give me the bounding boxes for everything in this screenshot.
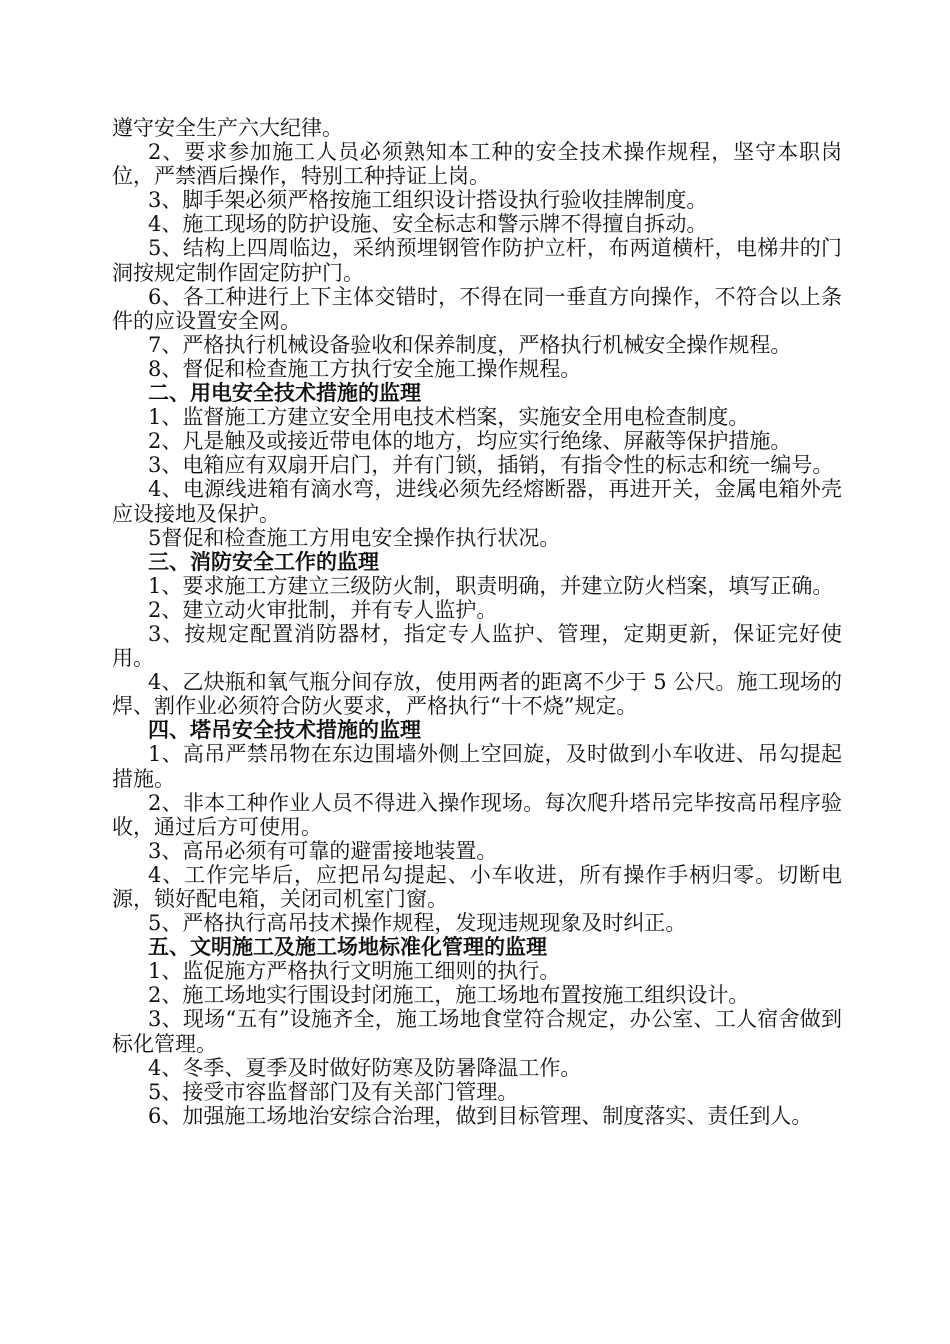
paragraph: 1、监促施方严格执行文明施工细则的执行。 [148, 959, 561, 984]
paragraph: 5、结构上四周临边，采纳预埋钢管作防护立杆，布两道横杆，电梯井的门洞按规定制作固定防护门。 [112, 236, 842, 285]
section-heading: 五、文明施工及施工场地标准化管理的监理 [148, 935, 547, 960]
paragraph: 3、按规定配置消防器材，指定专人监护、管理，定期更新，保证完好使用。 [112, 621, 842, 671]
paragraph: 3、电箱应有双扇开启门，并有门锁，插销，有指令性的标志和统一编号。 [148, 453, 834, 478]
paragraph: 1、要求施工方建立三级防火制，职责明确，并建立防火档案，填写正确。 [148, 573, 834, 598]
paragraph: 5、接受市容监督部门及有关部门管理。 [148, 1079, 519, 1104]
paragraph: 遵守安全生产六大纪律。 [112, 116, 343, 140]
paragraph: 8、督促和检查施工方执行安全施工操作规程。 [148, 356, 582, 381]
section-heading: 三、消防安全工作的监理 [148, 549, 379, 574]
paragraph: 6、加强施工场地治安综合治理，做到目标管理、制度落实、责任到人。 [148, 1103, 813, 1128]
paragraph: 4、工作完毕后，应把吊勾提起、小车收进，所有操作手柄归零。切断电源，锁好配电箱，关闭司机室门窗。 [112, 862, 842, 911]
paragraph: 2、施工场地实行围设封闭施工，施工场地布置按施工组织设计。 [148, 983, 750, 1008]
paragraph: 3、现场“五有”设施齐全，施工场地食堂符合规定，办公室、工人宿舍做到标化管理。 [112, 1007, 842, 1056]
paragraph: 4、施工现场的防护设施、安全标志和警示牌不得擅自拆动。 [148, 212, 708, 237]
paragraph: 2、建立动火审批制，并有专人监护。 [148, 597, 498, 622]
paragraph: 7、严格执行机械设备验收和保养制度，严格执行机械安全操作规程。 [148, 332, 792, 357]
section-heading: 二、用电安全技术措施的监理 [148, 381, 421, 406]
paragraph: 2、要求参加施工人员必须熟知本工种的安全技术操作规程，坚守本职岗位，严禁酒后操作，特别工种持证上岗。 [112, 140, 842, 189]
paragraph: 1、高吊严禁吊物在东边围墙外侧上空回旋，及时做到小车收进、吊勾提起措施。 [112, 742, 842, 791]
section-heading: 四、塔吊安全技术措施的监理 [148, 718, 421, 743]
document-body [112, 116, 842, 1128]
paragraph: 5、严格执行高吊技术操作规程，发现违规现象及时纠正。 [148, 911, 687, 936]
paragraph: 4、冬季、夏季及时做好防寒及防暑降温工作。 [148, 1055, 582, 1080]
paragraph: 5督促和检查施工方用电安全操作执行状况。 [148, 525, 561, 550]
paragraph: 2、非本工种作业人员不得进入操作现场。每次爬升塔吊完毕按高吊程序验收，通过后方可使用。 [112, 790, 842, 839]
paragraph: 4、电源线进箱有滴水弯，进线必须先经熔断器，再进开关，金属电箱外壳应设接地及保护。 [112, 477, 842, 526]
paragraph: 6、各工种进行上下主体交错时，不得在同一垂直方向操作，不符合以上条件的应设置安全网。 [112, 284, 842, 333]
paragraph: 2、凡是触及或接近带电体的地方，均应实行绝缘、屏蔽等保护措施。 [148, 429, 792, 454]
paragraph: 3、脚手架必须严格按施工组织设计搭设执行验收挂牌制度。 [148, 188, 708, 213]
paragraph: 4、乙炔瓶和氧气瓶分间存放，使用两者的距离不少于 5 公尺。施工现场的焊、割作业必须符合防火要求，严格执行“十不烧”规定。 [112, 670, 842, 719]
paragraph: 3、高吊必须有可靠的避雷接地装置。 [148, 838, 498, 863]
paragraph: 1、监督施工方建立安全用电技术档案，实施安全用电检查制度。 [148, 405, 750, 430]
